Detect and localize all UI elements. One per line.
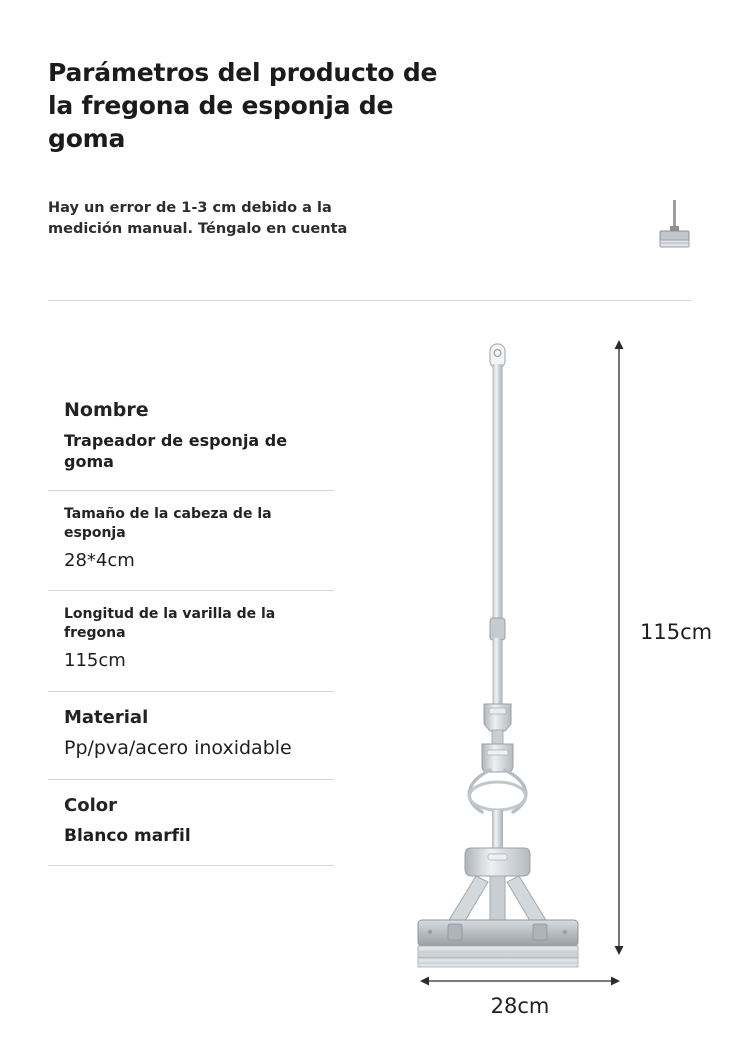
spec-label: Nombre bbox=[64, 399, 149, 421]
spec-value: 28*4cm bbox=[64, 549, 135, 571]
width-dimension-line bbox=[420, 980, 620, 982]
spec-divider bbox=[48, 490, 334, 491]
spec-value: Pp/pva/acero inoxidable bbox=[64, 737, 292, 760]
spec-value: Trapeador de esponja de goma bbox=[64, 430, 288, 471]
spec-row-rod-length bbox=[48, 605, 334, 681]
height-dimension-label: 115cm bbox=[640, 620, 713, 644]
spec-label: Tamaño de la cabeza de la esponja bbox=[64, 505, 272, 541]
spec-label: Color bbox=[64, 795, 117, 817]
page-title: Parámetros del producto de la fregona de esponja de goma bbox=[48, 58, 438, 153]
spec-value: 115cm bbox=[64, 650, 126, 672]
height-dimension-line bbox=[618, 340, 620, 952]
spec-divider bbox=[48, 691, 334, 692]
spec-table bbox=[48, 398, 334, 880]
spec-divider bbox=[48, 865, 334, 866]
spec-divider bbox=[48, 590, 334, 591]
spec-value: Blanco marfil bbox=[64, 825, 191, 846]
spec-row-material bbox=[48, 706, 334, 769]
measurement-note: Hay un error de 1-3 cm debido a la medición manual. Téngalo en cuenta bbox=[48, 200, 348, 237]
spec-row-color bbox=[48, 794, 334, 855]
spec-row-head-size bbox=[48, 505, 334, 581]
header-divider bbox=[48, 300, 692, 301]
spec-label: Material bbox=[64, 706, 149, 728]
spec-label: Longitud de la varilla de la fregona bbox=[64, 606, 276, 642]
spec-row-name bbox=[48, 398, 334, 480]
spec-divider bbox=[48, 779, 334, 780]
mop-icon bbox=[648, 198, 702, 254]
width-dimension-label: 28cm bbox=[490, 994, 550, 1018]
